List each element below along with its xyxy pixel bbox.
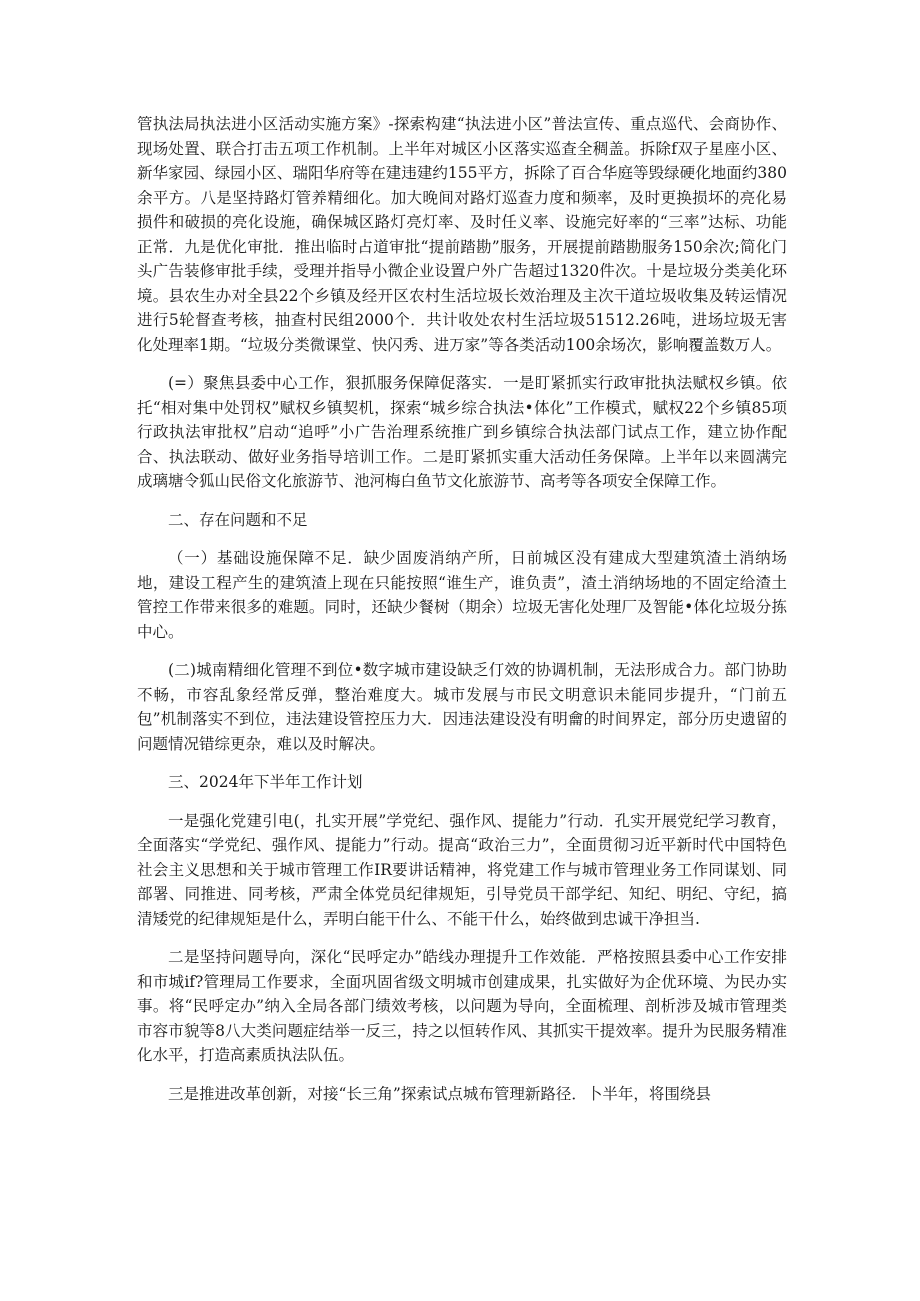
paragraph-party-building: 一是强化党建引电(，扎实开展”学党纪、强作风、提能力”行动．孔实开展党纪学习教育，全面落实“学党纪、强作风、提能力”行动。提高“政治三力”，全面贯彻习近平新时代中国特色社会主义思想和关于城市管理工作IR要讲话精神，将党建工作与城市管理业务工作同谋划、同部署、同推进、同考核，严肃全体党员纪律规矩，引导党员干部学纪、知纪、明纪、守纪，搞清矮党的纪律规矩是什么，弄明白能干什么、不能干什么，始终做到忠诚干净担当.: [137, 811, 787, 928]
paragraph-reform: 三是推进改革创新，对接“长三角”探索试点城布管理新路径．卜半年，将围绕县: [168, 1084, 711, 1103]
section-heading-plan: 三、2024年下半年工作计划: [168, 773, 363, 791]
document-page: [137, 112, 787, 1120]
paragraph-continuation: 管执法局执法进小区活动实施方案》-探索构建“执法进小区”普法宣传、重点巡代、会商协作、现场处置、联合打击五项工作机制。上半年对城区小区落实巡查全稠盖。拆除f双子星座小区、新华家园、绿园小区、瑞阳华府等在建违建约155平方，拆除了百合华庭等毁绿硬化地面约380余平方。八是坚持路灯管养精细化。加大晚间对路灯巡查力度和频率，及时更换损坏的亮化易损件和破损的亮化设施，确保城区路灯亮灯率、及时任义率、设施完好率的“三率”达标、功能正常．九是优化审批．推出临时占道审批“提前踏勘”服务，开展提前踏勘服务150余次;简化门头广告装修审批手续，受理并指导小微企业设置户外广告超过1320件次。十是垃圾分类美化环境。县农生办对全县22个乡镇及经开区农村生活垃圾长效治理及主次干道垃圾收集及转运情况进行5轮督查考核，抽查村民组2000个．共计收处农村生活垃圾51512.26吨，进场垃圾无害化处理率1期。“垃圾分类微课堂、快闪秀、进万家”等各类活动100余场次，影响覆盖数万人。: [137, 115, 787, 354]
paragraph-city-south: (二)城南精细化管理不到位•数字城市建设缺乏仃效的协调机制，无法形成合力。部门协助不畅，市容乱象经常反弹，整治难度大。城市发展与市民文明意识未能同步提升，“门前五包”机制落实不到位，违法建设管控压力大．因违法建设没有明龠的时间界定，部分历史遗留的问题情况错综更杂，难以及时解决。: [137, 661, 787, 753]
paragraph-infrastructure: （一）基础设施保障不足．缺少固废消纳产所，日前城区没有建成大型建筑渣土消纳场地，建设工程产生的建筑渣上现在只能按照“谁生产，谁负责”，渣土消纳场地的不固定给渣土管控工作带来很多的难题。同时，还缺少餐树（期余）垃圾无害化处理厂及智能•体化垃圾分拣中心。: [137, 549, 787, 641]
paragraph-central-work: (=）聚焦县委中心工作，狠抓服务保障促落实．一是盯紧抓实行政审批执法赋权乡镇。依托“相对集中处罚权”赋权乡镇契机，探索“城乡综合执法•体化”工作模式，赋权22个乡镇85项行政执法审批权”启动“追呼”小广告治理系统推广到乡镇综合执法部门试点工作，建立协作配合、执法联动、做好业务指导培训工作。二是盯紧抓实重大活动任务保障。上半年以来圆满完成璃塘令狐山民俗文化旅游节、池河梅白鱼节文化旅游节、高考等各项安全保障工作。: [137, 374, 787, 490]
paragraph-problem-oriented: 二是坚持问题导向，深化“民呼定办”皓线办理提升工作效能．严格按照县委中心工作安排和市城if?管理局工作要求，全面巩固省级文明城市创建成果，扎实做好为企优环境、为民办实事。将“民呼定办”纳入全局各部门绩效考核，以问题为导向，全面梳理、剖析涉及城市管理类市容市貌等8八大类问题症结举一反三，持之以恒转作风、其抓实干提效率。提升为民服务精准化水平，打造高素质执法队伍。: [137, 948, 787, 1064]
section-heading-problems: 二、存在问题和不足: [168, 510, 308, 529]
